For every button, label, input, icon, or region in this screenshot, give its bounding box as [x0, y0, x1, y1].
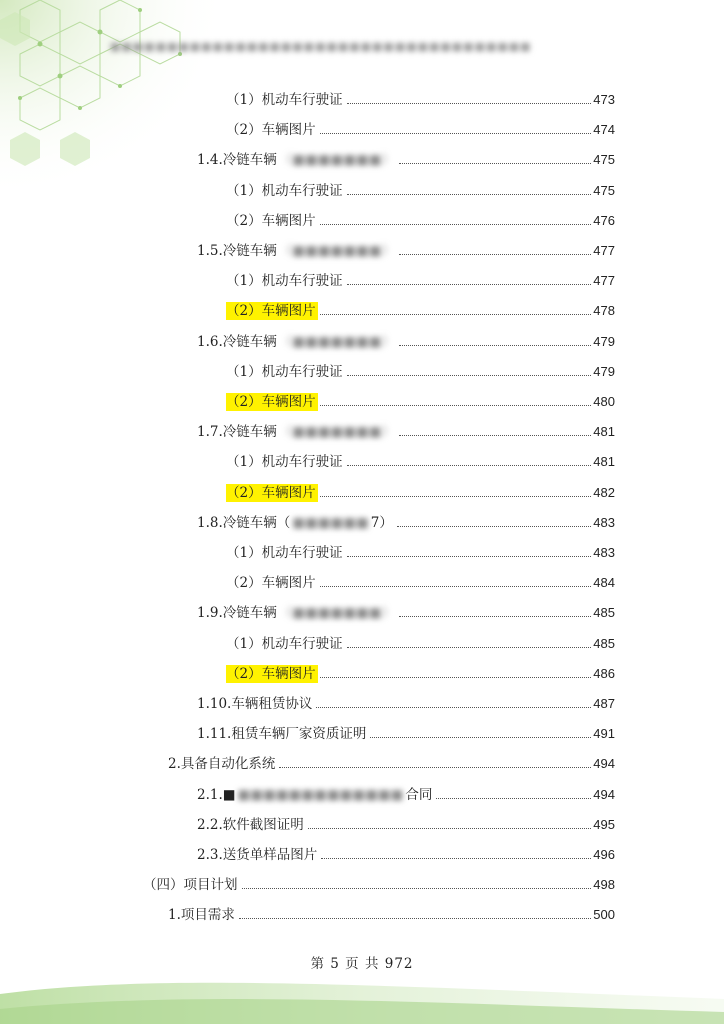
toc-leader-dots — [347, 464, 592, 466]
toc-page-number: 483 — [593, 514, 615, 530]
toc-entry-label: 1.项目需求 — [168, 907, 235, 924]
toc-entry[interactable] — [197, 419, 615, 441]
toc-entry[interactable] — [197, 721, 615, 743]
toc-leader-dots — [347, 193, 592, 195]
toc-leader-dots — [347, 283, 592, 285]
toc-entry[interactable] — [197, 782, 615, 804]
toc-entry[interactable] — [226, 298, 615, 320]
toc-leader-dots — [397, 525, 591, 527]
toc-entry-label: （2）车辆图片 — [226, 484, 316, 501]
toc-entry-label: 2.1.■ — [197, 786, 236, 803]
toc-leader-dots — [399, 344, 591, 346]
toc-entry-label: （1）机动车行驶证 — [226, 545, 343, 561]
toc-leader-dots — [320, 404, 592, 406]
toc-leader-dots — [320, 495, 592, 497]
toc-leader-dots — [320, 676, 592, 678]
toc-entry[interactable] — [226, 389, 615, 411]
toc-page-number: 484 — [593, 575, 615, 591]
toc-leader-dots — [399, 253, 591, 255]
toc-leader-dots — [320, 313, 592, 315]
toc-leader-dots — [399, 434, 591, 436]
toc-page-number: 485 — [593, 605, 615, 621]
toc-entry-label: （1）机动车行驶证 — [226, 92, 343, 108]
toc-page-number: 475 — [593, 182, 615, 198]
toc-entry[interactable] — [226, 570, 615, 592]
toc-page-number: 481 — [593, 454, 615, 470]
toc-entry-label: 1.6.冷链车辆 — [197, 333, 277, 350]
toc-leader-dots — [239, 917, 591, 919]
toc-leader-dots — [242, 887, 592, 889]
toc-leader-dots — [316, 706, 591, 708]
toc-entry-redacted: （■■■■■■■） — [278, 152, 396, 169]
toc-page-number: 487 — [593, 696, 615, 711]
toc-page-number: 496 — [593, 847, 615, 862]
toc-entry[interactable] — [197, 510, 615, 532]
toc-page-number: 473 — [593, 92, 615, 107]
toc-entry-label: （2）车辆图片 — [226, 575, 316, 592]
toc-leader-dots — [347, 374, 592, 376]
toc-entry[interactable] — [197, 238, 615, 260]
toc-entry-redacted: （■■■■■■■） — [278, 243, 396, 259]
toc-entry[interactable] — [197, 329, 615, 351]
toc-leader-dots — [308, 827, 592, 829]
toc-entry-label: 2.具备自动化系统 — [168, 756, 276, 773]
toc-leader-dots — [347, 555, 592, 557]
toc-entry-label: 1.7.冷链车辆 — [197, 424, 277, 441]
toc-entry-label: 1.10.车辆租赁协议 — [197, 696, 313, 712]
toc-entry[interactable] — [226, 480, 615, 502]
toc-entry[interactable] — [226, 661, 615, 683]
toc-page-number: 474 — [593, 122, 615, 138]
bottom-wave-decoration — [0, 954, 724, 1024]
toc-entry-label: 1.9.冷链车辆 — [197, 605, 277, 622]
toc-page-number: 483 — [593, 545, 615, 560]
toc-leader-dots — [370, 736, 591, 738]
toc-entry[interactable] — [168, 902, 615, 924]
toc-entry-redacted: （■■■■■■■） — [278, 424, 396, 441]
toc-entry[interactable] — [197, 691, 615, 713]
toc-page-number: 476 — [593, 212, 615, 228]
toc-leader-dots — [399, 162, 591, 164]
toc-page-number: 495 — [593, 816, 615, 832]
toc-entry-label: （1）机动车行驶证 — [226, 454, 343, 471]
toc-entry[interactable] — [226, 208, 615, 230]
toc-page-number: 477 — [593, 273, 615, 289]
toc-entry[interactable] — [226, 268, 615, 290]
toc-entry-label: （2）车辆图片 — [226, 665, 316, 682]
toc-entry[interactable] — [143, 872, 615, 894]
toc-entry-label: （1）机动车行驶证 — [226, 635, 343, 652]
toc-page-number: 494 — [593, 756, 615, 772]
toc-page-number: 480 — [593, 394, 615, 409]
toc-page-number: 482 — [593, 484, 615, 500]
toc-entry-label: （2）车辆图片 — [226, 303, 316, 320]
toc-entry-label: 2.2.软件截图证明 — [197, 816, 304, 833]
toc-entry[interactable] — [226, 87, 615, 109]
toc-entry-label: 2.3.送货单样品图片 — [197, 847, 318, 863]
toc-page-number: 477 — [593, 243, 615, 258]
toc-entry-redacted: （■■■■■■■） — [278, 333, 396, 350]
toc-entry[interactable] — [226, 449, 615, 471]
toc-page-number: 478 — [593, 303, 615, 319]
toc-entry-label: （1）机动车行驶证 — [226, 182, 343, 199]
toc-entry-label: （1）机动车行驶证 — [226, 363, 343, 380]
toc-entry[interactable] — [197, 147, 615, 169]
toc-entry-redacted: ■■■■■■■■■■■■■ — [237, 786, 404, 803]
toc-page-number: 475 — [593, 152, 615, 168]
toc-entry-label: （2）车辆图片 — [226, 122, 316, 139]
toc-entry[interactable] — [197, 600, 615, 622]
toc-leader-dots — [347, 102, 592, 104]
toc-page-number: 494 — [593, 786, 615, 802]
toc-leader-dots — [320, 132, 592, 134]
toc-leader-dots — [399, 615, 591, 617]
toc-entry-label: 1.11.租赁车辆厂家资质证明 — [197, 726, 367, 743]
toc-entry-suffix: 合同 — [405, 786, 433, 803]
toc-entry[interactable] — [226, 540, 615, 562]
toc-page-number: 485 — [593, 635, 615, 651]
toc-entry[interactable] — [168, 751, 615, 773]
toc-entry-label: 1.4.冷链车辆 — [197, 152, 277, 169]
toc-leader-dots — [320, 585, 592, 587]
toc-entry-redacted: （■■■■■■■） — [278, 605, 396, 622]
toc-page-number: 486 — [593, 665, 615, 681]
toc-page-number: 500 — [593, 907, 615, 923]
toc-entry-label: 1.5.冷链车辆 — [197, 243, 277, 259]
toc-entry[interactable] — [226, 178, 615, 200]
toc-page-number: 491 — [593, 726, 615, 742]
toc-leader-dots — [321, 857, 591, 859]
toc-leader-dots — [436, 797, 591, 799]
toc-entry[interactable] — [226, 117, 615, 139]
toc-leader-dots — [320, 223, 592, 225]
toc-entry-label: 1.8.冷链车辆（ — [197, 514, 291, 531]
toc-page-number: 479 — [593, 333, 615, 349]
toc-leader-dots — [347, 646, 592, 648]
toc-entry[interactable] — [197, 812, 615, 834]
toc-page-number: 481 — [593, 424, 615, 440]
toc-entry-label: （2）车辆图片 — [226, 212, 316, 229]
toc-entry-label: （四）项目计划 — [143, 877, 238, 894]
toc-entry[interactable] — [226, 359, 615, 381]
document-header: ■■■■■■■■■■■■■■■■■■■■■■■■■■■■■■■■■■■■■ — [110, 40, 532, 53]
toc-entry-label: （2）车辆图片 — [226, 394, 316, 410]
toc-page-number: 498 — [593, 877, 615, 893]
toc-entry[interactable] — [226, 631, 615, 653]
toc-page-number: 479 — [593, 363, 615, 379]
toc-entry[interactable] — [197, 842, 615, 864]
toc-entry-label: （1）机动车行驶证 — [226, 273, 343, 290]
corner-hexagon-decoration — [0, 0, 230, 200]
toc-entry-suffix: 7） — [370, 514, 393, 531]
toc-entry-redacted: ■■■■■■ — [292, 514, 369, 531]
page-footer: 第 5 页 共 972 — [310, 956, 414, 972]
toc-leader-dots — [279, 766, 591, 768]
